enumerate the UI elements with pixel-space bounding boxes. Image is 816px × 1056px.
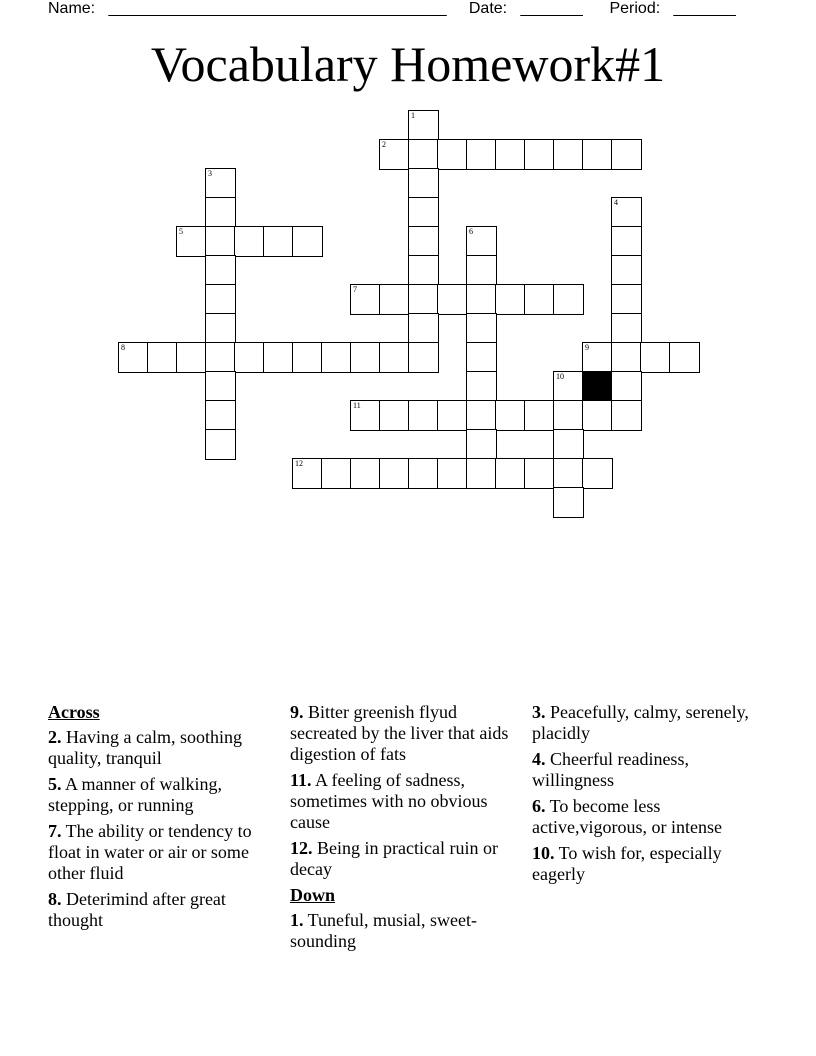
crossword-block bbox=[582, 371, 613, 402]
clue-text: Deterimind after great thought bbox=[48, 889, 226, 930]
across-heading: Across bbox=[48, 702, 100, 722]
crossword-cell[interactable] bbox=[408, 458, 439, 489]
crossword-cell[interactable] bbox=[611, 255, 642, 286]
clue-number-label: 8 bbox=[121, 343, 125, 352]
clue-text: The ability or tendency to float in water or air or some other fluid bbox=[48, 821, 252, 883]
clue-number-label: 9 bbox=[585, 343, 589, 352]
clue-across-2 bbox=[48, 727, 276, 769]
crossword-cell[interactable] bbox=[408, 255, 439, 286]
crossword-cell[interactable] bbox=[524, 458, 555, 489]
clue-number: 2. bbox=[48, 727, 62, 747]
clue-number-label: 7 bbox=[353, 285, 357, 294]
crossword-cell[interactable] bbox=[582, 400, 613, 431]
crossword-cell[interactable] bbox=[495, 284, 526, 315]
crossword-cell[interactable] bbox=[350, 342, 381, 373]
clue-number-label: 3 bbox=[208, 169, 212, 178]
clue-across-7 bbox=[48, 821, 276, 884]
crossword-cell[interactable] bbox=[408, 284, 439, 315]
clue-across-8 bbox=[48, 889, 276, 931]
crossword-cell[interactable] bbox=[205, 313, 236, 344]
clue-number: 9. bbox=[290, 702, 304, 722]
clue-text: Having a calm, soothing quality, tranquil bbox=[48, 727, 242, 768]
crossword-cell[interactable] bbox=[466, 371, 497, 402]
crossword-cell[interactable] bbox=[379, 284, 410, 315]
date-label: Date: bbox=[468, 0, 508, 17]
crossword-cell[interactable] bbox=[205, 284, 236, 315]
date-blank[interactable]: _______ bbox=[520, 0, 583, 17]
crossword-cell[interactable] bbox=[466, 255, 497, 286]
crossword-cell[interactable] bbox=[263, 226, 294, 257]
crossword-cell[interactable] bbox=[611, 400, 642, 431]
clue-number-label: 1 bbox=[411, 111, 415, 120]
crossword-cell[interactable] bbox=[379, 400, 410, 431]
crossword-cell[interactable] bbox=[350, 458, 381, 489]
clue-number: 4. bbox=[532, 749, 546, 769]
crossword-cell[interactable] bbox=[350, 400, 381, 431]
clue-text: Peacefully, calmy, serenely, placidly bbox=[532, 702, 749, 743]
page-title: Vocabulary Homework#1 bbox=[150, 36, 666, 92]
crossword-cell[interactable] bbox=[408, 139, 439, 170]
clue-text: To wish for, especially eagerly bbox=[532, 843, 722, 884]
crossword-cell[interactable] bbox=[234, 342, 265, 373]
crossword-cell[interactable] bbox=[524, 400, 555, 431]
crossword-cell[interactable] bbox=[408, 110, 439, 141]
crossword-cell[interactable] bbox=[205, 371, 236, 402]
crossword-cell[interactable] bbox=[553, 284, 584, 315]
crossword-cell[interactable] bbox=[611, 313, 642, 344]
crossword-cell[interactable] bbox=[408, 197, 439, 228]
crossword-cell[interactable] bbox=[205, 197, 236, 228]
crossword-cell[interactable] bbox=[524, 284, 555, 315]
clue-across-11 bbox=[290, 770, 522, 833]
clue-number: 5. bbox=[48, 774, 62, 794]
clue-across-12 bbox=[290, 838, 522, 880]
crossword-cell[interactable] bbox=[437, 284, 468, 315]
clue-number-label: 5 bbox=[179, 227, 183, 236]
clue-down-1 bbox=[290, 910, 522, 952]
clue-text: Tuneful, musial, sweet-sounding bbox=[290, 910, 477, 951]
period-label: Period: bbox=[609, 0, 661, 17]
crossword-cell[interactable] bbox=[205, 255, 236, 286]
clue-number: 6. bbox=[532, 796, 546, 816]
clue-number-label: 11 bbox=[353, 401, 361, 410]
crossword-cell[interactable] bbox=[553, 458, 584, 489]
clue-number: 10. bbox=[532, 843, 555, 863]
crossword-cell[interactable] bbox=[582, 139, 613, 170]
clues-column-3 bbox=[532, 702, 772, 890]
crossword-cell[interactable] bbox=[553, 487, 584, 518]
crossword-cell[interactable] bbox=[611, 371, 642, 402]
crossword-cell[interactable] bbox=[205, 168, 236, 199]
crossword-cell[interactable] bbox=[495, 458, 526, 489]
crossword-cell[interactable] bbox=[495, 139, 526, 170]
clue-text: A manner of walking, stepping, or running bbox=[48, 774, 222, 815]
crossword-cell[interactable] bbox=[350, 284, 381, 315]
crossword-cell[interactable] bbox=[553, 139, 584, 170]
clue-number: 11. bbox=[290, 770, 312, 790]
period-blank[interactable]: _______ bbox=[673, 0, 736, 17]
clue-text: Cheerful readiness, willingness bbox=[532, 749, 689, 790]
crossword-cell[interactable] bbox=[176, 226, 207, 257]
clue-number: 8. bbox=[48, 889, 62, 909]
crossword-cell[interactable] bbox=[292, 458, 323, 489]
crossword-cell[interactable] bbox=[466, 342, 497, 373]
crossword-cell[interactable] bbox=[205, 429, 236, 460]
crossword-cell[interactable] bbox=[466, 226, 497, 257]
crossword-cell[interactable] bbox=[321, 342, 352, 373]
clue-down-10 bbox=[532, 843, 772, 885]
clue-across-5 bbox=[48, 774, 276, 816]
name-label: Name: bbox=[48, 0, 96, 17]
crossword-cell[interactable] bbox=[205, 400, 236, 431]
crossword-cell[interactable] bbox=[234, 226, 265, 257]
crossword-cell[interactable] bbox=[669, 342, 700, 373]
clue-text: Being in practical ruin or decay bbox=[290, 838, 498, 879]
clue-number-label: 4 bbox=[614, 198, 618, 207]
clue-number-label: 12 bbox=[295, 459, 303, 468]
crossword-cell[interactable] bbox=[147, 342, 178, 373]
crossword-cell[interactable] bbox=[379, 342, 410, 373]
clue-down-6 bbox=[532, 796, 772, 838]
crossword-cell[interactable] bbox=[408, 168, 439, 199]
crossword-cell[interactable] bbox=[205, 226, 236, 257]
down-heading: Down bbox=[290, 885, 336, 905]
clue-number-label: 10 bbox=[556, 372, 564, 381]
crossword-cell[interactable] bbox=[466, 284, 497, 315]
crossword-cell[interactable] bbox=[408, 226, 439, 257]
crossword-cell[interactable] bbox=[437, 400, 468, 431]
crossword-cell[interactable] bbox=[640, 342, 671, 373]
crossword-cell[interactable] bbox=[553, 371, 584, 402]
crossword-cell[interactable] bbox=[466, 458, 497, 489]
clue-down-3 bbox=[532, 702, 772, 744]
crossword-cell[interactable] bbox=[263, 342, 294, 373]
crossword-cell[interactable] bbox=[466, 429, 497, 460]
crossword-cell[interactable] bbox=[582, 342, 613, 373]
clue-number: 3. bbox=[532, 702, 546, 722]
clue-number: 12. bbox=[290, 838, 313, 858]
crossword-cell[interactable] bbox=[437, 458, 468, 489]
crossword-cell[interactable] bbox=[611, 226, 642, 257]
crossword-cell[interactable] bbox=[118, 342, 149, 373]
crossword-cell[interactable] bbox=[379, 458, 410, 489]
crossword-cell[interactable] bbox=[611, 139, 642, 170]
crossword-cell[interactable] bbox=[176, 342, 207, 373]
crossword-cell[interactable] bbox=[292, 342, 323, 373]
crossword-cell[interactable] bbox=[437, 139, 468, 170]
crossword-cell[interactable] bbox=[408, 342, 439, 373]
clue-number-label: 6 bbox=[469, 227, 473, 236]
crossword-cell[interactable] bbox=[611, 342, 642, 373]
crossword-cell[interactable] bbox=[408, 400, 439, 431]
crossword-cell[interactable] bbox=[495, 400, 526, 431]
clue-number: 7. bbox=[48, 821, 62, 841]
crossword-cell[interactable] bbox=[466, 400, 497, 431]
crossword-cell[interactable] bbox=[379, 139, 410, 170]
crossword-cell[interactable] bbox=[524, 139, 555, 170]
clues-column-2 bbox=[290, 702, 522, 957]
crossword-cell[interactable] bbox=[408, 313, 439, 344]
crossword-cell[interactable] bbox=[205, 342, 236, 373]
crossword-cell[interactable] bbox=[466, 313, 497, 344]
clue-text: To become less active,vigorous, or intense bbox=[532, 796, 722, 837]
name-blank[interactable]: ______________________________________ bbox=[108, 0, 447, 17]
crossword-cell[interactable] bbox=[292, 226, 323, 257]
crossword-cell[interactable] bbox=[611, 197, 642, 228]
crossword-cell[interactable] bbox=[611, 284, 642, 315]
crossword-cell[interactable] bbox=[582, 458, 613, 489]
clue-text: Bitter greenish flyud secreated by the liver that aids digestion of fats bbox=[290, 702, 509, 764]
clue-number: 1. bbox=[290, 910, 304, 930]
clue-text: A feeling of sadness, sometimes with no obvious cause bbox=[290, 770, 488, 832]
crossword-cell[interactable] bbox=[466, 139, 497, 170]
crossword-cell[interactable] bbox=[321, 458, 352, 489]
clues-column-1 bbox=[48, 702, 276, 936]
crossword-cell[interactable] bbox=[553, 400, 584, 431]
crossword-cell[interactable] bbox=[553, 429, 584, 460]
clue-number-label: 2 bbox=[382, 140, 386, 149]
clue-down-4 bbox=[532, 749, 772, 791]
clue-across-9 bbox=[290, 702, 522, 765]
